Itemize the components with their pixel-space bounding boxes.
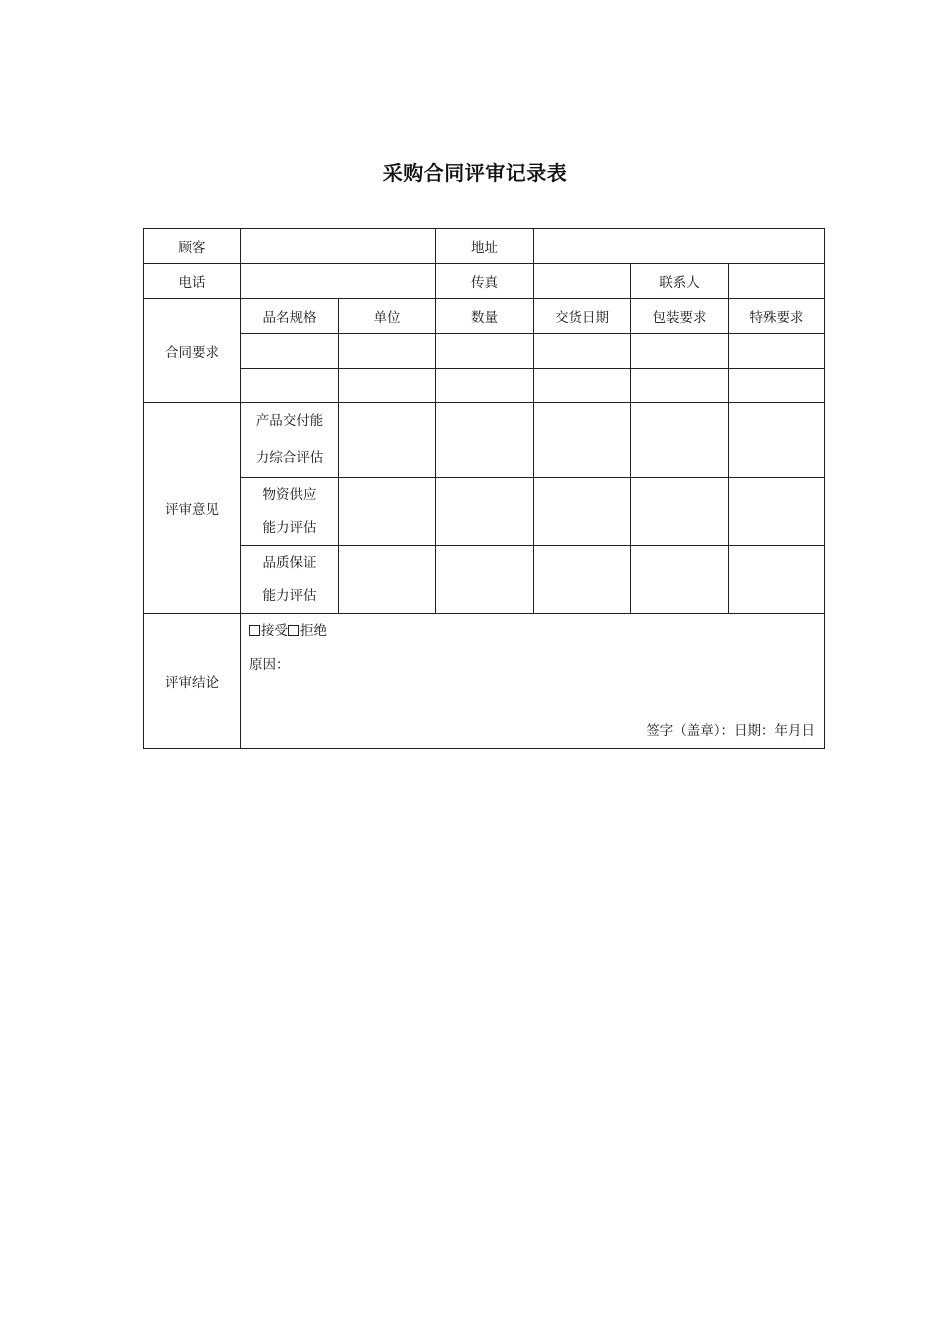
review-item-line: 力综合评估 [255,450,324,466]
review-cell[interactable] [534,478,631,546]
review-cell[interactable] [534,546,631,614]
contract-cell[interactable] [534,369,631,403]
accept-label: 接受 [261,623,288,639]
review-item-delivery [241,403,339,478]
review-cell[interactable] [534,403,631,478]
header-special: 特殊要求 [729,299,825,334]
review-row [144,478,825,546]
review-cell[interactable] [729,478,825,546]
conclusion-cell [241,614,825,749]
contract-cell[interactable] [729,369,825,403]
header-packaging: 包装要求 [631,299,729,334]
review-item-supply [241,478,339,546]
header-spec: 品名规格 [241,299,339,334]
customer-row [144,229,825,264]
page-title: 采购合同评审记录表 [382,161,568,185]
review-cell[interactable] [631,403,729,478]
review-item-line: 品质保证 [262,554,317,571]
header-delivery-date: 交货日期 [534,299,631,334]
phone-row [144,264,825,299]
contract-header-row [144,299,825,334]
review-row [144,546,825,614]
review-cell[interactable] [339,403,436,478]
review-cell[interactable] [339,478,436,546]
customer-label: 顾客 [144,229,241,264]
reject-label: 拒绝 [300,623,327,639]
contract-cell[interactable] [241,369,339,403]
contract-row [144,334,825,369]
contract-cell[interactable] [436,334,534,369]
review-cell[interactable] [631,478,729,546]
review-item-quality [241,546,339,614]
conclusion-row [144,614,825,749]
review-item-line: 能力评估 [262,519,317,536]
contract-cell[interactable] [631,334,729,369]
fax-label: 传真 [436,264,534,299]
review-cell[interactable] [729,403,825,478]
accept-checkbox[interactable] [249,625,260,636]
review-cell[interactable] [436,478,534,546]
contract-row [144,369,825,403]
contract-cell[interactable] [436,369,534,403]
header-quantity: 数量 [436,299,534,334]
contract-review-table [143,228,825,749]
contract-cell[interactable] [339,369,436,403]
fax-field[interactable] [534,264,631,299]
review-cell[interactable] [339,546,436,614]
contract-cell[interactable] [339,334,436,369]
review-opinion-label: 评审意见 [144,403,241,614]
contact-label: 联系人 [631,264,729,299]
contract-cell[interactable] [631,369,729,403]
review-cell[interactable] [436,546,534,614]
review-cell[interactable] [729,546,825,614]
reject-checkbox[interactable] [288,625,299,636]
address-label: 地址 [436,229,534,264]
header-unit: 单位 [339,299,436,334]
customer-field[interactable] [241,229,436,264]
phone-field[interactable] [241,264,436,299]
review-row [144,403,825,478]
review-item-line: 物资供应 [262,486,317,503]
decision-options [249,619,327,639]
contract-cell[interactable] [534,334,631,369]
phone-label: 电话 [144,264,241,299]
contact-field[interactable] [729,264,825,299]
review-item-line: 能力评估 [262,587,317,604]
address-field[interactable] [534,229,825,264]
contract-cell[interactable] [729,334,825,369]
signature-line: 签字（盖章）：日期：年月日 [646,723,816,739]
review-item-line: 产品交付能 [255,413,324,429]
review-conclusion-label: 评审结论 [144,614,241,749]
contract-cell[interactable] [241,334,339,369]
reason-label: 原因： [249,657,290,673]
review-cell[interactable] [436,403,534,478]
contract-requirements-label: 合同要求 [144,299,241,403]
review-cell[interactable] [631,546,729,614]
